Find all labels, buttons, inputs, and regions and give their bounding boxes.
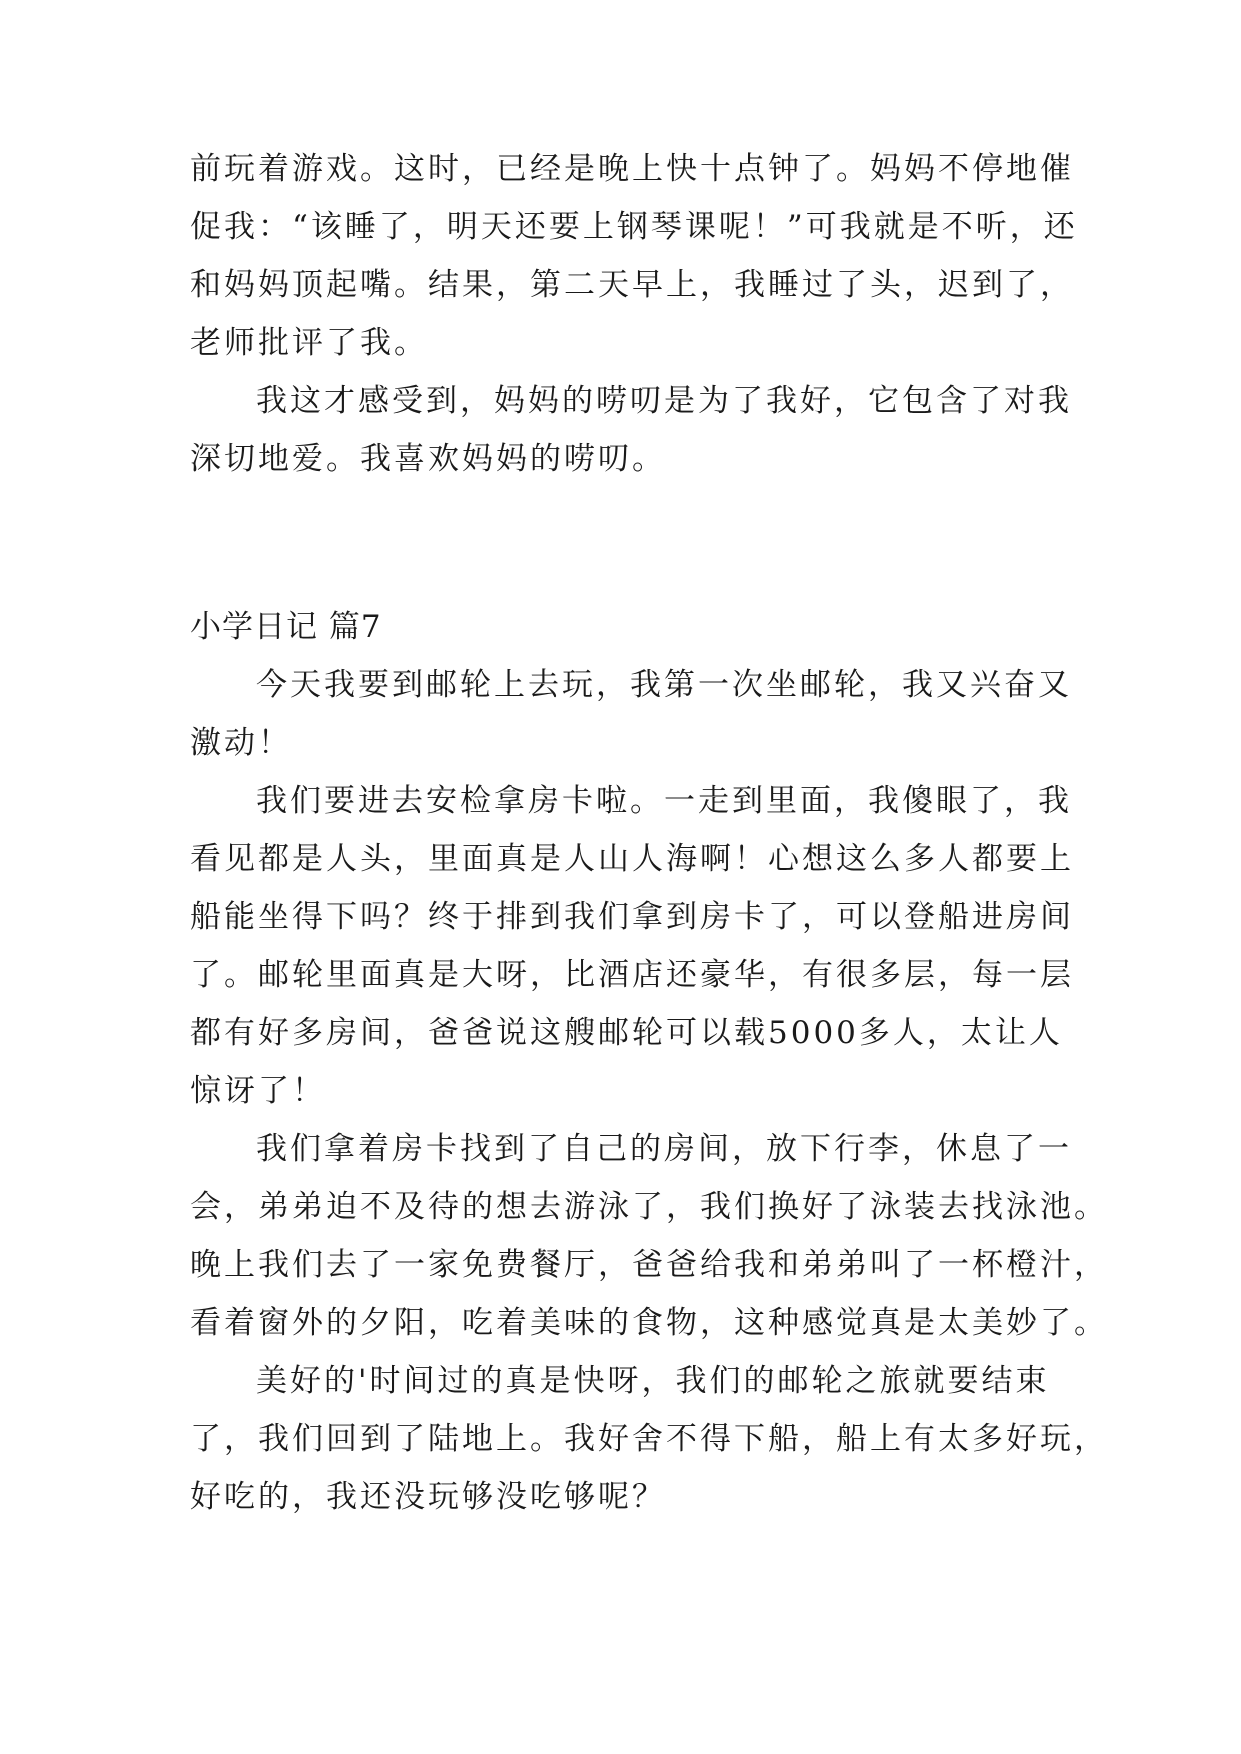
paragraph-first-line: 我们拿着房卡找到了自己的房间，放下行李，休息了一 (256, 1131, 1072, 1167)
paragraph-first-line: 今天我要到邮轮上去玩，我第一次坐邮轮，我又兴奋又 (256, 667, 1072, 703)
text-line: 会，弟弟迫不及待的想去游泳了，我们换好了泳装去找泳池。 (190, 1189, 1108, 1225)
text-line: 和妈妈顶起嘴。结果，第二天早上，我睡过了头，迟到了， (190, 267, 1074, 303)
text-line: 老师批评了我。 (190, 325, 428, 361)
paragraph-first-line: 美好的'时间过的真是快呀，我们的邮轮之旅就要结束 (256, 1363, 1050, 1399)
text-line: 看着窗外的夕阳，吃着美味的食物，这种感觉真是太美妙了。 (190, 1305, 1108, 1341)
text-line: 船能坐得下吗？终于排到我们拿到房卡了，可以登船进房间 (190, 899, 1074, 935)
paragraph-first-line: 我这才感受到，妈妈的唠叨是为了我好，它包含了对我 (256, 383, 1072, 419)
text-line: 看见都是人头，里面真是人山人海啊！心想这么多人都要上 (190, 841, 1074, 877)
text-line: 促我：“该睡了，明天还要上钢琴课呢！”可我就是不听，还 (190, 209, 1078, 245)
text-line: 惊讶了！ (190, 1073, 326, 1109)
text-line: 了。邮轮里面真是大呀，比酒店还豪华，有很多层，每一层 (190, 957, 1074, 993)
text-line: 了，我们回到了陆地上。我好舍不得下船，船上有太多好玩， (190, 1421, 1108, 1457)
text-line: 深切地爱。我喜欢妈妈的唠叨。 (190, 441, 666, 477)
section-title: 小学日记 篇7 (190, 609, 382, 645)
text-line: 激动！ (190, 725, 292, 761)
paragraph-first-line: 我们要进去安检拿房卡啦。一走到里面，我傻眼了，我 (256, 783, 1072, 819)
text-line: 都有好多房间，爸爸说这艘邮轮可以载5000多人，太让人 (190, 1015, 1063, 1051)
text-line: 晚上我们去了一家免费餐厅，爸爸给我和弟弟叫了一杯橙汁， (190, 1247, 1108, 1283)
text-line: 前玩着游戏。这时，已经是晚上快十点钟了。妈妈不停地催 (190, 151, 1074, 187)
text-line: 好吃的，我还没玩够没吃够呢？ (190, 1479, 666, 1515)
